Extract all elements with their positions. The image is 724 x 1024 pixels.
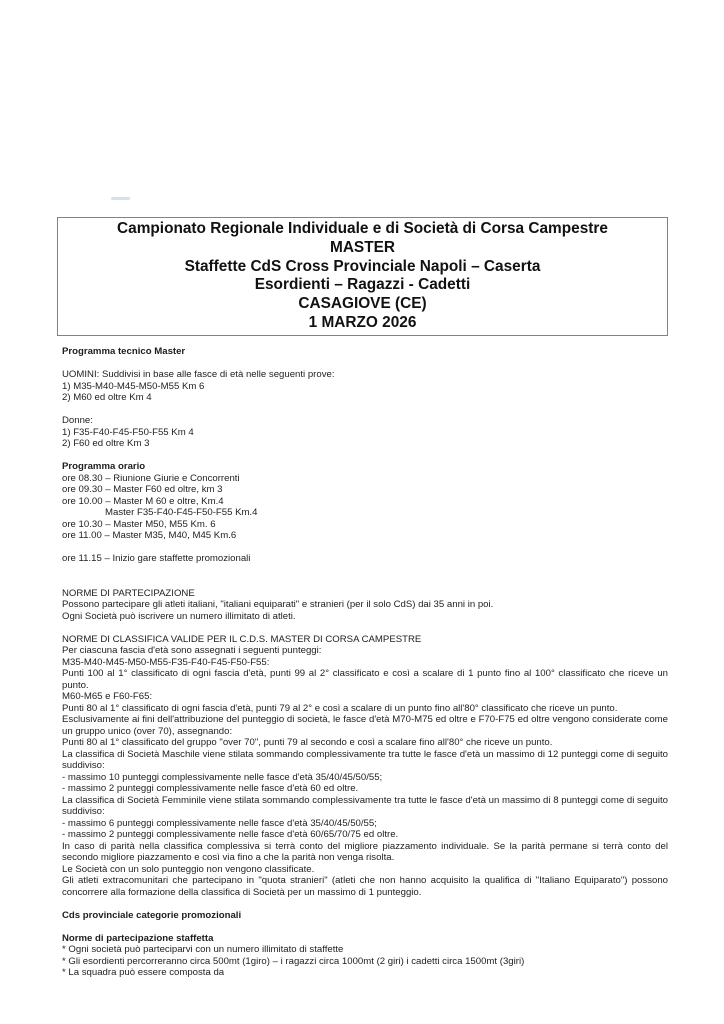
heading-programma-tecnico-master: Programma tecnico Master [62, 346, 186, 357]
heading-norme-staffetta: Norme di partecipazione staffetta [62, 932, 214, 944]
blank-line [62, 404, 668, 416]
line-donne-prova-1: 1) F35-F40-F45-F50-F55 Km 4 [62, 426, 194, 438]
line-uomini-intro: UOMINI: Suddivisi in base alle fasce di età nelle seguenti prove: [62, 369, 335, 380]
para-classifica-maschile: La classifica di Società Maschile viene stilata sommando complessivamente tra tutte le fasce d'età un massimo di 12 punteggi come di seguito suddiviso: [62, 748, 668, 771]
para-parita: In caso di parità nella classifica complessiva si terrà conto del migliore piazzamento individuale. Se la parità permane si terrà conto del secondo migliore piazzamento e così via fino a che la parità non venga risolta. [62, 840, 668, 863]
blank-line [62, 565, 668, 577]
blank-line [62, 358, 668, 370]
para-classifica-femminile: La classifica di Società Femminile viene stilata sommando complessivamente tra tutte le fasce d'età un massimo di 8 punteggi come di seguito suddiviso: [62, 794, 668, 817]
para-punti-100: Punti 100 al 1° classificato di ogni fascia d'età, punti 99 al 2° classificato e così a scalare di 1 punto fino al 100° classificato che riceve un punto. [62, 668, 668, 691]
title-line-5: CASAGIOVE (CE) [298, 295, 427, 313]
document-body [62, 346, 668, 979]
line-femminile-max-2: - massimo 2 punteggi complessivamente nelle fasce d'età 60/65/70/75 ed oltre. [62, 829, 399, 840]
line-donne-prova-2: 2) F60 ed oltre Km 3 [62, 438, 150, 449]
line-norme-classifica-title: NORME DI CLASSIFICA VALIDE PER IL C.D.S. MASTER DI CORSA CAMPESTRE [62, 633, 422, 645]
blank-line [62, 450, 668, 462]
line-uomini-prova-1: 1) M35-M40-M45-M50-M55 Km 6 [62, 380, 205, 392]
line-orario-0930: ore 09.30 – Master F60 ed oltre, km 3 [62, 484, 223, 495]
line-donne-intro: Donne: [62, 415, 93, 426]
line-orario-1000: ore 10.00 – Master M 60 e oltre, Km.4 [62, 495, 224, 507]
title-box [57, 217, 668, 336]
scan-artifact-dash [111, 197, 130, 200]
line-classifica-intro: Per ciascuna fascia d'età sono assegnati i seguenti punteggi: [62, 645, 322, 656]
line-staffetta-3: * La squadra può essere composta da [62, 967, 225, 978]
line-uomini-prova-2: 2) M60 ed oltre Km 4 [62, 392, 152, 403]
line-fasce-60-65: M60-M65 e F60-F65: [62, 691, 153, 702]
line-norme-partecipazione-2: Ogni Società può iscrivere un numero illimitato di atleti. [62, 610, 296, 622]
line-orario-1000-bis: Master F35-F40-F45-F50-F55 Km.4 [105, 507, 258, 518]
line-maschile-max-10: - massimo 10 punteggi complessivamente nelle fasce d'età 35/40/45/50/55; [62, 771, 383, 783]
line-norme-partecipazione-1: Possono partecipare gli atleti italiani, "italiani equiparati" e stranieri (per il solo CdS) dai 35 anni in poi. [62, 599, 494, 610]
line-femminile-max-6: - massimo 6 punteggi complessivamente nelle fasce d'età 35/40/45/50/55; [62, 817, 377, 829]
line-maschile-max-2: - massimo 2 punteggi complessivamente nelle fasce d'età 60 ed oltre. [62, 783, 359, 794]
line-orario-1115: ore 11.15 – Inizio gare staffette promozionali [62, 553, 251, 564]
line-fasce-35-55: M35-M40-M45-M50-M55-F35-F40-F45-F50-F55: [62, 656, 270, 668]
title-line-3: Staffette CdS Cross Provinciale Napoli – Caserta [184, 257, 541, 275]
blank-line [62, 622, 668, 634]
line-solo-punteggio: Le Società con un solo punteggio non vengono classificate. [62, 863, 315, 875]
para-punti-80: Punti 80 al 1° classificato di ogni fascia d'età, punti 79 al 2° e così a scalare di un punto fino all'80° classificato che riceve un punto. [62, 702, 618, 714]
line-orario-1100: ore 11.00 – Master M35, M40, M45 Km.6 [62, 530, 237, 541]
line-orario-1030: ore 10.30 – Master M50, M55 Km. 6 [62, 518, 216, 530]
line-orario-0830: ore 08.30 – Riunione Giurie e Concorrenti [62, 472, 240, 484]
blank-line [62, 576, 668, 588]
blank-line [62, 542, 668, 554]
para-over70-gruppo: Esclusivamente ai fini dell'attribuzione del punteggio di società, le fasce d'età M70-M75 ed oltre e F70-F75 ed oltre vengono considerate come un gruppo unico (over 70), assegnando: [62, 714, 668, 737]
para-extracomunitari: Gli atleti extracomunitari che partecipano in "quota stranieri" (atleti che non hanno acquisito la qualifica di "Italiano Equiparato") possono concorrere alla formazione della classifica di Società per un massimo di 1 punteggio. [62, 875, 668, 898]
heading-programma-orario: Programma orario [62, 461, 146, 472]
heading-cds-provinciale: Cds provinciale categorie promozionali [62, 909, 242, 921]
title-line-2: MASTER [330, 238, 395, 256]
blank-line [62, 898, 668, 910]
line-norme-partecipazione-title: NORME DI PARTECIPAZIONE [62, 587, 195, 599]
title-line-4: Esordienti – Ragazzi - Cadetti [254, 276, 471, 294]
line-staffetta-1: * Ogni società può parteciparvi con un numero illimitato di staffette [62, 944, 344, 955]
title-line-1: Campionato Regionale Individuale e di Società di Corsa Campestre [117, 220, 608, 237]
line-staffetta-2: * Gli esordienti percorreranno circa 500mt (1giro) – i ragazzi circa 1000mt (2 giri) i cadetti circa 1500mt (3giri) [62, 955, 525, 967]
title-line-6: 1 MARZO 2026 [308, 313, 417, 331]
blank-line [62, 921, 668, 933]
para-punti-over70: Punti 80 al 1° classificato del gruppo "over 70", punti 79 al secondo e così a scalare fino all'80° che riceve un punto. [62, 737, 553, 748]
